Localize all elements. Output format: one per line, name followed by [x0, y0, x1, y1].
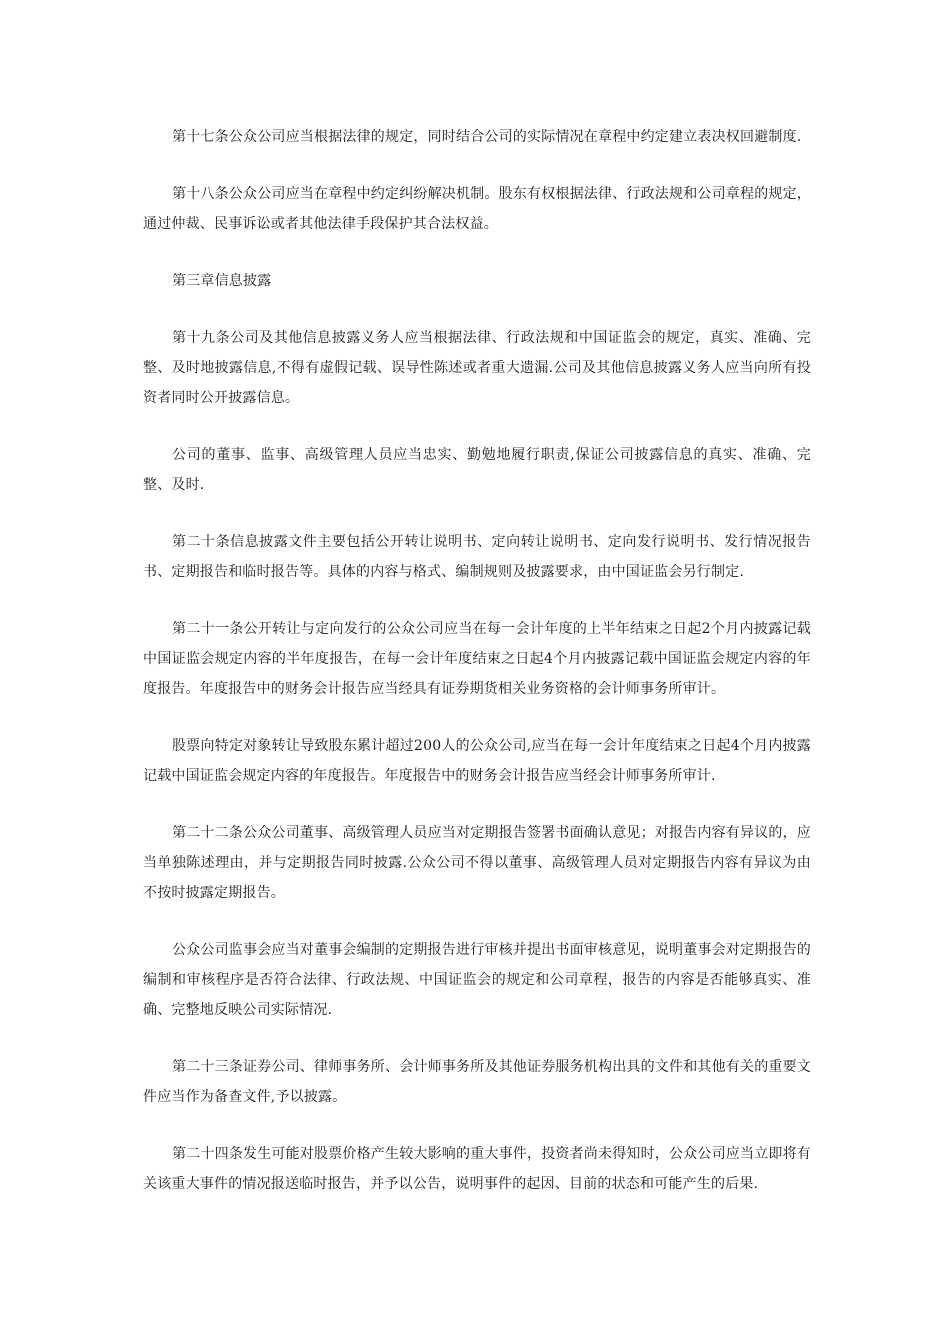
- paragraph-article-19: 第十九条公司及其他信息披露义务人应当根据法律、行政法规和中国证监会的规定，真实、准确、完整、及时地披露信息,不得有虚假记载、误导性陈述或者重大遗漏.公司及其他信息披露义务人应当向所有投资者同时公开披露信息。: [143, 330, 811, 406]
- paragraph-shareholders-200: 股票向特定对象转让导致股东累计超过200人的公众公司,应当在每一会计年度结束之日起4个月内披露记载中国证监会规定内容的年度报告。年度报告中的财务会计报告应当经会计师事务所审计.: [143, 738, 811, 784]
- paragraph-article-23: 第二十三条证券公司、律师事务所、会计师事务所及其他证券服务机构出具的文件和其他有关的重要文件应当作为备查文件,予以披露。: [143, 1059, 811, 1105]
- paragraph-article-22: 第二十二条公众公司董事、高级管理人员应当对定期报告签署书面确认意见；对报告内容有异议的，应当单独陈述理由，并与定期报告同时披露.公众公司不得以董事、高级管理人员对定期报告内容有异议为由不按时披露定期报告。: [143, 825, 811, 901]
- document-body: [143, 122, 811, 1226]
- paragraph-article-21: 第二十一条公开转让与定向发行的公众公司应当在每一会计年度的上半年结束之日起2个月内披露记载中国证监会规定内容的半年度报告，在每一会计年度结束之日起4个月内披露记载中国证监会规定内容的年度报告。年度报告中的财务会计报告应当经具有证券期货相关业务资格的会计师事务所审计。: [143, 621, 811, 697]
- paragraph-supervisory-board: 公众公司监事会应当对董事会编制的定期报告进行审核并提出书面审核意见，说明董事会对定期报告的编制和审核程序是否符合法律、行政法规、中国证监会的规定和公司章程，报告的内容是否能够真实、准确、完整地反映公司实际情况.: [143, 942, 811, 1018]
- paragraph-article-20: 第二十条信息披露文件主要包括公开转让说明书、定向转让说明书、定向发行说明书、发行情况报告书、定期报告和临时报告等。具体的内容与格式、编制规则及披露要求，由中国证监会另行制定.: [143, 534, 811, 580]
- paragraph-article-24: 第二十四条发生可能对股票价格产生较大影响的重大事件，投资者尚未得知时，公众公司应当立即将有关该重大事件的情况报送临时报告，并予以公告，说明事件的起因、目前的状态和可能产生的后果.: [143, 1146, 811, 1192]
- paragraph-directors-duty: 公司的董事、监事、高级管理人员应当忠实、勤勉地履行职责,保证公司披露信息的真实、准确、完整、及时.: [143, 447, 811, 493]
- chapter-heading: 第三章信息披露: [172, 273, 272, 289]
- paragraph-article-17: 第十七条公众公司应当根据法律的规定，同时结合公司的实际情况在章程中约定建立表决权回避制度.: [172, 129, 802, 145]
- paragraph-article-18: 第十八条公众公司应当在章程中约定纠纷解决机制。股东有权根据法律、行政法规和公司章程的规定，通过仲裁、民事诉讼或者其他法律手段保护其合法权益。: [143, 186, 811, 232]
